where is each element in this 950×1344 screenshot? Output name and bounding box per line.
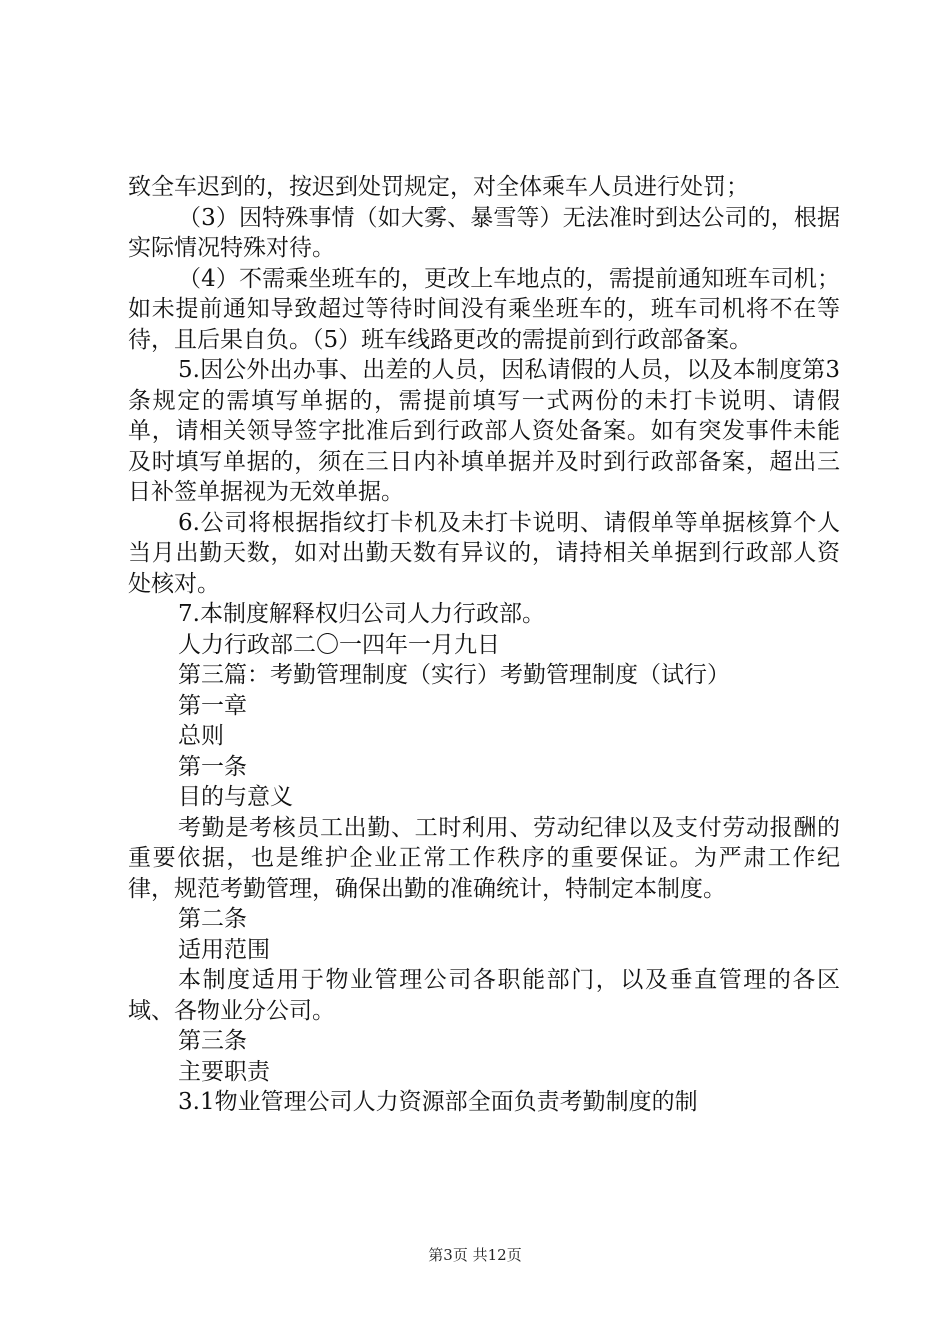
page-number-label: 第3页 共12页: [428, 1246, 522, 1264]
paragraph-3: （4）不需乘坐班车的，更改上车地点的，需提前通知班车司机；如未提前通知导致超过等待时间没有乘坐班车的，班车司机将不在等待，且后果自负。（5）班车线路更改的需提前到行政部备案。: [128, 265, 840, 353]
paragraph-6: 7.本制度解释权归公司人力行政部。: [178, 601, 545, 627]
paragraph-15: 适用范围: [178, 936, 270, 963]
paragraph-13: 考勤是考核员工出勤、工时利用、劳动纪律以及支付劳动报酬的重要依据，也是维护企业正常工作秩序的重要保证。为严肃工作纪律，规范考勤管理，确保出勤的准确统计，特制定本制度。: [128, 814, 840, 902]
paragraph-18: 主要职责: [178, 1058, 270, 1085]
paragraph-1: 致全车迟到的，按迟到处罚规定，对全体乘车人员进行处罚；: [128, 174, 749, 200]
paragraph-12: 目的与意义: [178, 784, 293, 810]
paragraph-14: 第二条: [178, 906, 247, 932]
paragraph-16: 本制度适用于物业管理公司各职能部门，以及垂直管理的各区域、各物业分公司。: [128, 967, 840, 1024]
paragraph-11: 第一条: [178, 753, 247, 780]
paragraph-17: 第三条: [178, 1028, 247, 1054]
paragraph-8: 第三篇：考勤管理制度（实行）考勤管理制度（试行）: [178, 662, 730, 688]
paragraph-9: 第一章: [178, 692, 247, 719]
paragraph-2: （3）因特殊事情（如大雾、暴雪等）无法准时到达公司的，根据实际情况特殊对待。: [128, 204, 840, 261]
page-footer: [0, 1244, 950, 1265]
document-body: [128, 172, 840, 1118]
paragraph-10: 总则: [178, 723, 224, 749]
paragraph-19: 3.1物业管理公司人力资源部全面负责考勤制度的制: [178, 1089, 698, 1115]
paragraph-5: 6.公司将根据指纹打卡机及未打卡说明、请假单等单据核算个人当月出勤天数，如对出勤天数有异议的，请持相关单据到行政部人资处核对。: [128, 509, 840, 597]
paragraph-7: 人力行政部二〇一四年一月九日: [178, 631, 500, 658]
paragraph-4: 5.因公外出办事、出差的人员，因私请假的人员，以及本制度第3条规定的需填写单据的，需提前填写一式两份的未打卡说明、请假单，请相关领导签字批准后到行政部人资处备案。如有突发事件未能及时填写单据的，须在三日内补填单据并及时到行政部备案，超出三日补签单据视为无效单据。: [128, 357, 840, 505]
